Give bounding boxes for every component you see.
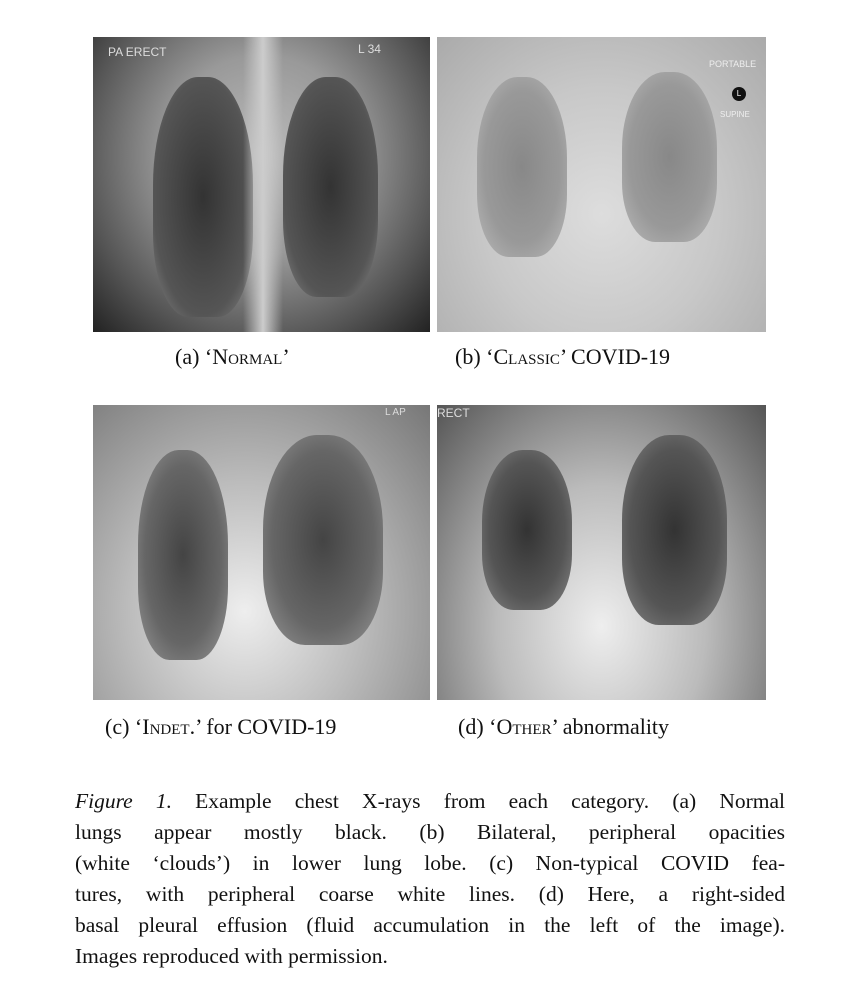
subcaption-suffix: ’ COVID-19 [559,344,671,369]
lung-left [283,77,378,297]
xray-image-normal [93,37,430,332]
overlay-text: L 34 [358,42,381,56]
caption-line: lungs appear mostly black. (b) Bilateral, peripheral opacities [75,820,785,844]
subfigure-caption-b [455,344,670,370]
overlay-text: SUPINE [720,110,750,119]
subcaption-label: (a) ‘ [175,344,213,369]
lung-left [263,435,383,645]
overlay-text: PORTABLE [709,59,757,69]
subcaption-name: Other [496,714,552,739]
caption-line [75,786,785,817]
subcaption-label: (d) ‘ [458,714,497,739]
caption-text: Example chest X-rays from each category. (a) Normal [172,789,786,813]
subcaption-label: (c) ‘ [105,714,143,739]
overlay-text: L AP [385,407,406,418]
subfigure-caption-c [105,714,336,740]
figure-caption [75,786,785,972]
subcaption-label: (b) ‘ [455,344,494,369]
xray-image-indeterminate [93,405,430,700]
subcaption-suffix: ’ for COVID-19 [195,714,337,739]
caption-line: Images reproduced with permission. [75,944,388,968]
caption-line: tures, with peripheral coarse white lines. (d) Here, a right-sided [75,882,785,906]
subcaption-name: Indet. [142,714,196,739]
subfigure-caption-d [458,714,669,740]
overlay-text: PA ERECT [108,45,167,59]
lung-right [482,450,572,610]
lung-left [622,435,727,625]
subcaption-suffix: ’ abnormality [551,714,670,739]
subcaption-suffix: ’ [282,344,290,369]
subcaption-name: Normal [212,344,283,369]
overlay-text: RECT [437,406,470,420]
subcaption-name: Classic [493,344,560,369]
caption-line: (white ‘clouds’) in lower lung lobe. (c) Non-typical COVID fea- [75,851,785,875]
lung-right [138,450,228,660]
figure-label: Figure 1. [75,789,172,813]
lung-left [622,72,717,242]
lung-right [477,77,567,257]
subfigure-caption-a [175,344,290,370]
orientation-marker-icon: L [732,87,746,101]
xray-image-classic-covid [437,37,766,332]
lung-right [153,77,253,317]
xray-image-other-abnormality [437,405,766,700]
caption-line: basal pleural effusion (fluid accumulation in the left of the image). [75,913,785,937]
